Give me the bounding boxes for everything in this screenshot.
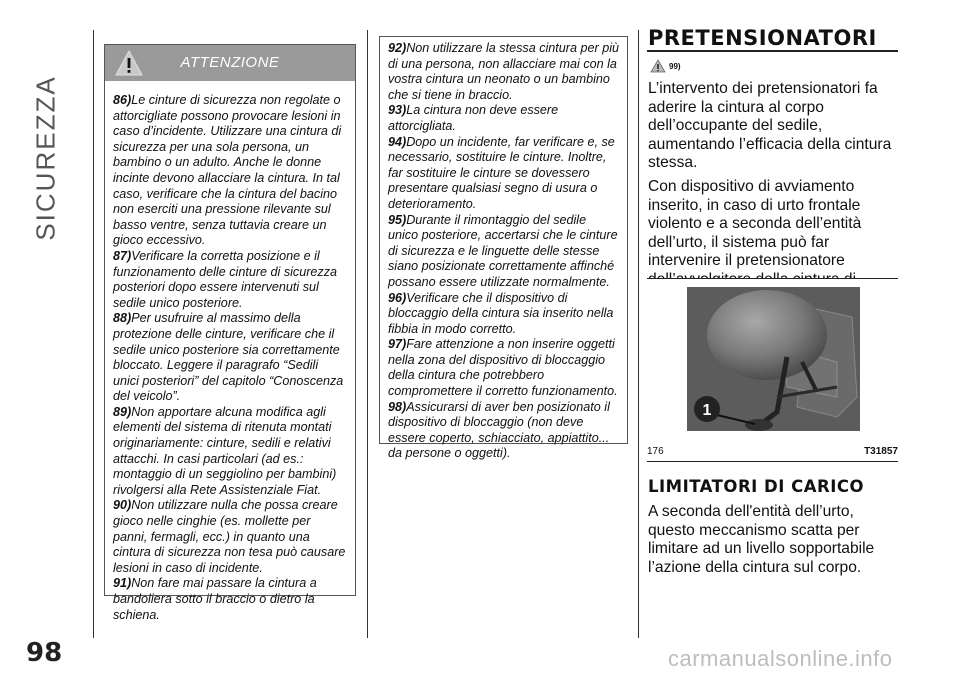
warning-item (388, 135, 619, 213)
warning-title: ATTENZIONE (180, 54, 280, 72)
warning-item-text: Le cinture di sicurezza non regolate o attorcigliate possono provocare lesioni in caso d’incidente. Utilizzare una cintura di sicurezza per una sola persona, un bambino o un adulto. Anche le donne incinte devono allacciare la cintura. In tal caso, verificare che la cintura del bacino non eserciti una pressione rilevante sul basso ventre, senza tuttavia creare un gioco eccessivo. (113, 93, 342, 248)
figure-number: 176 (647, 446, 664, 457)
pretensionatori-paragraph: L’intervento dei pretensionatori fa aderire la cintura al corpo dell’occupante del sedile, aumentando l’efficacia della cintura stessa. (648, 80, 892, 172)
section-side-label (16, 38, 76, 241)
pretensionatori-title: PRETENSIONATORI (648, 26, 877, 50)
warning-item (113, 498, 347, 576)
warning-item (388, 213, 619, 291)
warning-item (388, 103, 619, 134)
warning-item-text: Non utilizzare nulla che possa creare gioco nelle cinghie (es. mollette per panni, fermagli, ecc.) in quanto una cintura di sicurezza non tesa può causare lesioni in caso di incidente. (113, 498, 346, 575)
warning-item-number: 86) (113, 93, 132, 107)
warning-item (388, 291, 619, 338)
warning-item-number: 94) (388, 134, 407, 149)
column-divider-right (638, 30, 639, 638)
figure-code: T31857 (864, 446, 898, 457)
warning-item-number: 89) (113, 404, 132, 419)
warning-item-number: 90) (113, 498, 132, 513)
warning-item-text: Per usufruire al massimo della protezione delle cinture, verificare che il sedile unico posteriore sia correttamente bloccato. Leggere il paragrafo “Sedili unici posteriori” del capitolo “Conoscenza del veicolo”. (113, 311, 344, 404)
warning-item-text: Assicurarsi di aver ben posizionato il dispositivo di bloccaggio (non deve essere coperto, schiacciato, appiattito... da persone o oggetti). (388, 399, 610, 461)
warning-item (388, 400, 619, 462)
warning-list-2 (380, 37, 627, 472)
pretensionatori-paragraph: Con dispositivo di avviamento inserito, in caso di urto frontale violento e a seconda dell’entità dell’urto, il sistema può far intervenire il pretensionatore (648, 177, 862, 270)
warning-box-2 (379, 36, 628, 461)
warning-item-text: Non utilizzare la stessa cintura per più di una persona, non allacciare mai con la vostra cintura un neonato o un bambino che si tiene in braccio. (388, 41, 619, 102)
warning-box-1 (104, 44, 356, 622)
warning-item-text: Dopo un incidente, far verificare e, se necessario, sostituire le cinture. Inoltre, far sostituire le cinture se dovessero presentare qualsiasi segno di usura o deterioramento. (388, 134, 615, 211)
pretensionatori-rule (647, 50, 898, 52)
warning-item-text: Verificare che il dispositivo di bloccaggio della cintura sia inserito nella fibbia in modo corretto. (388, 290, 614, 336)
warning-item-number: 87) (113, 248, 132, 263)
warning-item-text: Non apportare alcuna modifica agli elementi del sistema di ritenuta montati originariamente: cinture, sedili e relativi attacchi. In casi particolari (ad es.: montaggio di un seggiolino per bambini) rivolgersi alla Rete Assistenziale Fiat. (113, 404, 337, 497)
warning-item-number: 93) (388, 103, 407, 118)
warning-item (388, 41, 619, 103)
warning-triangle-icon (115, 49, 143, 77)
column-divider-left (367, 30, 368, 638)
warning-item (113, 93, 347, 249)
warning-item-text: Fare attenzione a non inserire oggetti nella zona del dispositivo di bloccaggio della cintura che potrebbero compromettere il corretto funzionamento. (388, 337, 618, 399)
warning-item-text: La cintura non deve essere attorcigliata. (388, 103, 559, 133)
limitatori-body (648, 503, 900, 582)
warning-item-number: 92) (388, 41, 407, 55)
warning-item (388, 337, 619, 399)
warning-small-icon (650, 59, 666, 73)
warning-item (113, 249, 347, 311)
section-label-text: SICUREZZA (30, 75, 61, 241)
warning-item-text: Non fare mai passare la cintura a bandoliera sotto il braccio o dietro la schiena. (113, 576, 317, 622)
note-ref-number: 99) (669, 61, 681, 71)
warning-item-text: Verificare la corretta posizione e il funzionamento delle cinture di sicurezza posteriori dopo essere intervenuti sul sedile unico posteriore. (113, 248, 338, 310)
margin-divider (93, 30, 94, 638)
warning-item-text: Durante il rimontaggio del sedile unico posteriore, accertarsi che le cinture di sicurezza e le linguette delle stesse siano posizionate correttamente affinché possano essere utilizzate normalmente. (388, 212, 618, 289)
warning-item (113, 576, 347, 623)
limitatori-paragraph: A seconda dell'entità dell’urto, questo meccanismo scatta per limitare ad un livello sopportabile l’azione della cintura sul corpo. (648, 503, 875, 576)
warning-item-number: 98) (388, 399, 407, 414)
limitatori-title: LIMITATORI DI CARICO (648, 477, 864, 496)
figure-callout: 1 (702, 402, 712, 419)
watermark: carmanualsonline.info (668, 646, 893, 671)
figure-caption-rule (647, 461, 898, 462)
warning-item-number: 88) (113, 311, 132, 326)
page-number: 98 (26, 638, 63, 668)
warning-header (105, 45, 355, 81)
pretensioner-illustration (687, 287, 860, 431)
warning-item (113, 405, 347, 499)
warning-item-number: 95) (388, 212, 407, 227)
warning-item-number: 97) (388, 337, 407, 352)
warning-list-1 (105, 81, 355, 633)
warning-item (113, 311, 347, 405)
warning-item-number: 96) (388, 290, 407, 305)
figure-176 (647, 278, 898, 440)
pretensionatori-note-ref (650, 57, 681, 75)
warning-item-number: 91) (113, 576, 132, 591)
